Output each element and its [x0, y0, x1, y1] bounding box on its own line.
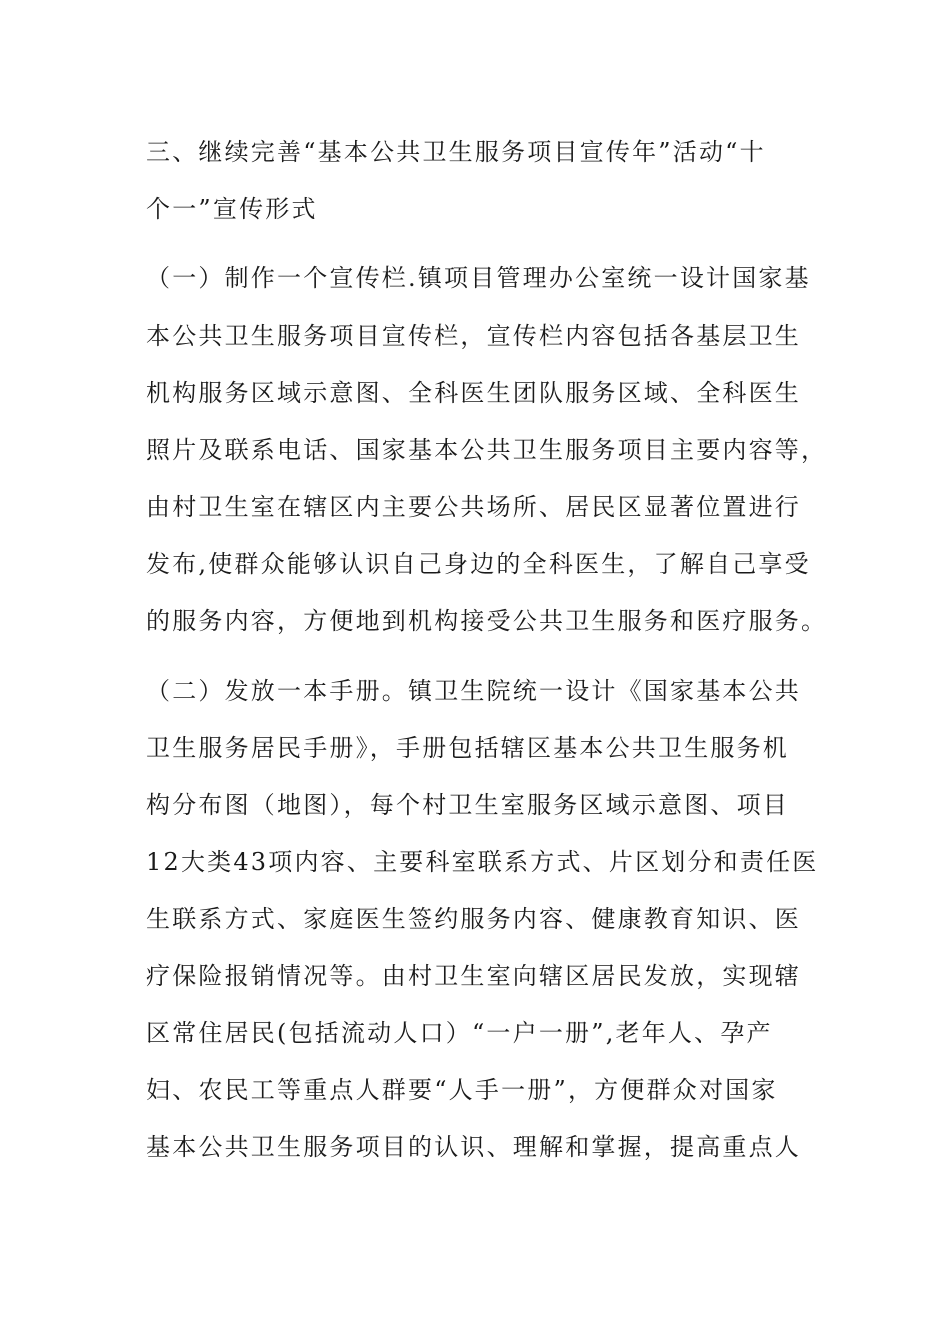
paragraph-1-line-2: 本公共卫生服务项目宣传栏，宣传栏内容包括各基层卫生 — [146, 322, 801, 350]
paragraph-2-line-6: 疗保险报销情况等。由村卫生室向辖区居民发放，实现辖 — [146, 962, 801, 990]
paragraph-2-line-7: 区常住居民(包括流动人口）“一户一册”,老年人、孕产 — [146, 1019, 773, 1047]
paragraph-1-line-6: 发布,使群众能够认识自己身边的全科医生，了解自己享受 — [146, 550, 811, 578]
paragraph-2-line-3: 构分布图（地图），每个村卫生室服务区域示意图、项目 — [146, 791, 789, 819]
paragraph-2-line-4: 12大类43项内容、主要科室联系方式、片区划分和责任医 — [146, 848, 819, 876]
section-heading-line-1: 三、继续完善“基本公共卫生服务项目宣传年”活动“十 — [146, 138, 766, 166]
paragraph-1-line-4: 照片及联系电话、国家基本公共卫生服务项目主要内容等， — [146, 436, 828, 464]
paragraph-1-line-3: 机构服务区域示意图、全科医生团队服务区域、全科医生 — [146, 379, 801, 407]
section-heading-line-2: 个一”宣传形式 — [146, 195, 318, 223]
paragraph-1-line-7: 的服务内容，方便地到机构接受公共卫生服务和医疗服务。 — [146, 607, 828, 635]
paragraph-2-line-2: 卫生服务居民手册》，手册包括辖区基本公共卫生服务机 — [146, 734, 789, 762]
paragraph-2-line-9: 基本公共卫生服务项目的认识、理解和掌握，提高重点人 — [146, 1133, 801, 1161]
paragraph-2-line-1: （二）发放一本手册。镇卫生院统一设计《国家基本公共 — [146, 677, 801, 705]
paragraph-1-line-5: 由村卫生室在辖区内主要公共场所、居民区显著位置进行 — [146, 493, 801, 521]
paragraph-2-line-5: 生联系方式、家庭医生签约服务内容、健康教育知识、医 — [146, 905, 801, 933]
paragraph-1-line-1: （一）制作一个宣传栏.镇项目管理办公室统一设计国家基 — [146, 264, 811, 292]
paragraph-2-line-8: 妇、农民工等重点人群要“人手一册”，方便群众对国家 — [146, 1076, 778, 1104]
